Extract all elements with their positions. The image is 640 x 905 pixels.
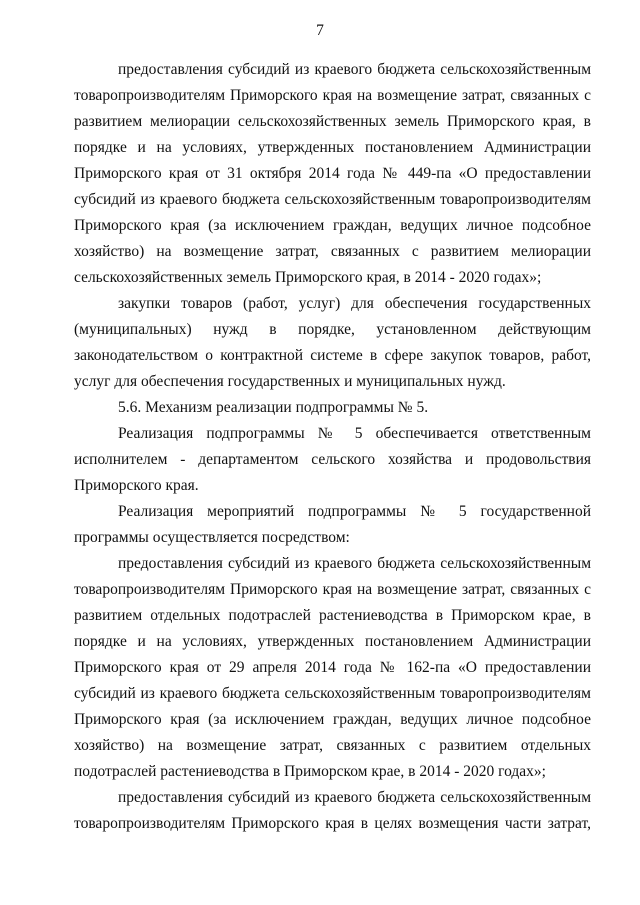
paragraph-procurement: закупки товаров (работ, услуг) для обеспечения государственных (муниципальных) нужд в порядке, установленном действующим законодательством о контрактной системе в сфере закупок товаров, работ, услуг для обеспечения государственных и муниципальных нужд. [74, 295, 591, 390]
page-number: 7 [316, 22, 324, 39]
paragraph-melioration-subsidy: предоставления субсидий из краевого бюджета сельскохозяйственным товаропроизводителям Приморского края на возмещение затрат, связанных с развитием мелиорации сельскохозяйственных земель Приморского края, в порядке и на условиях, утвержденных постановлением Администрации Приморского края от 31 октября 2014 года № 449-па «О предоставлении субсидий из краевого бюджета сельскохозяйственным товаропроизводителям Приморского края (за исключением граждан, ведущих личное подсобное хозяйство) на возмещение затрат, связанных с развитием мелиорации сельскохозяйственных земель Приморского края, в 2014 - 2020 годах»; [74, 61, 591, 286]
paragraph-implementation-means: Реализация мероприятий подпрограммы № 5 государственной программы осуществляется посредством: [74, 503, 591, 546]
paragraph-responsible-executor: Реализация подпрограммы № 5 обеспечивается ответственным исполнителем - департаментом сельского хозяйства и продовольствия Приморского края. [74, 425, 591, 494]
section-heading-5-6: 5.6. Механизм реализации подпрограммы № 5. [118, 399, 429, 416]
document-body [74, 57, 591, 837]
paragraph-crop-subsidy: предоставления субсидий из краевого бюджета сельскохозяйственным товаропроизводителям Приморского края на возмещение затрат, связанных с развитием отдельных подотраслей растениеводства в Приморском крае, в порядке и на условиях, утвержденных постановлением Администрации Приморского края от 29 апреля 2014 года № 162-па «О предоставлении субсидий из краевого бюджета сельскохозяйственным товаропроизводителям Приморского края (за исключением граждан, ведущих личное подсобное хозяйство) на возмещение затрат, связанных с развитием отдельных подотраслей растениеводства в Приморском крае, в 2014 - 2020 годах»; [74, 555, 591, 780]
paragraph-cost-reimbursement: предоставления субсидий из краевого бюджета сельскохозяйственным товаропроизводителям Приморского края в целях возмещения части затрат, [74, 789, 591, 832]
